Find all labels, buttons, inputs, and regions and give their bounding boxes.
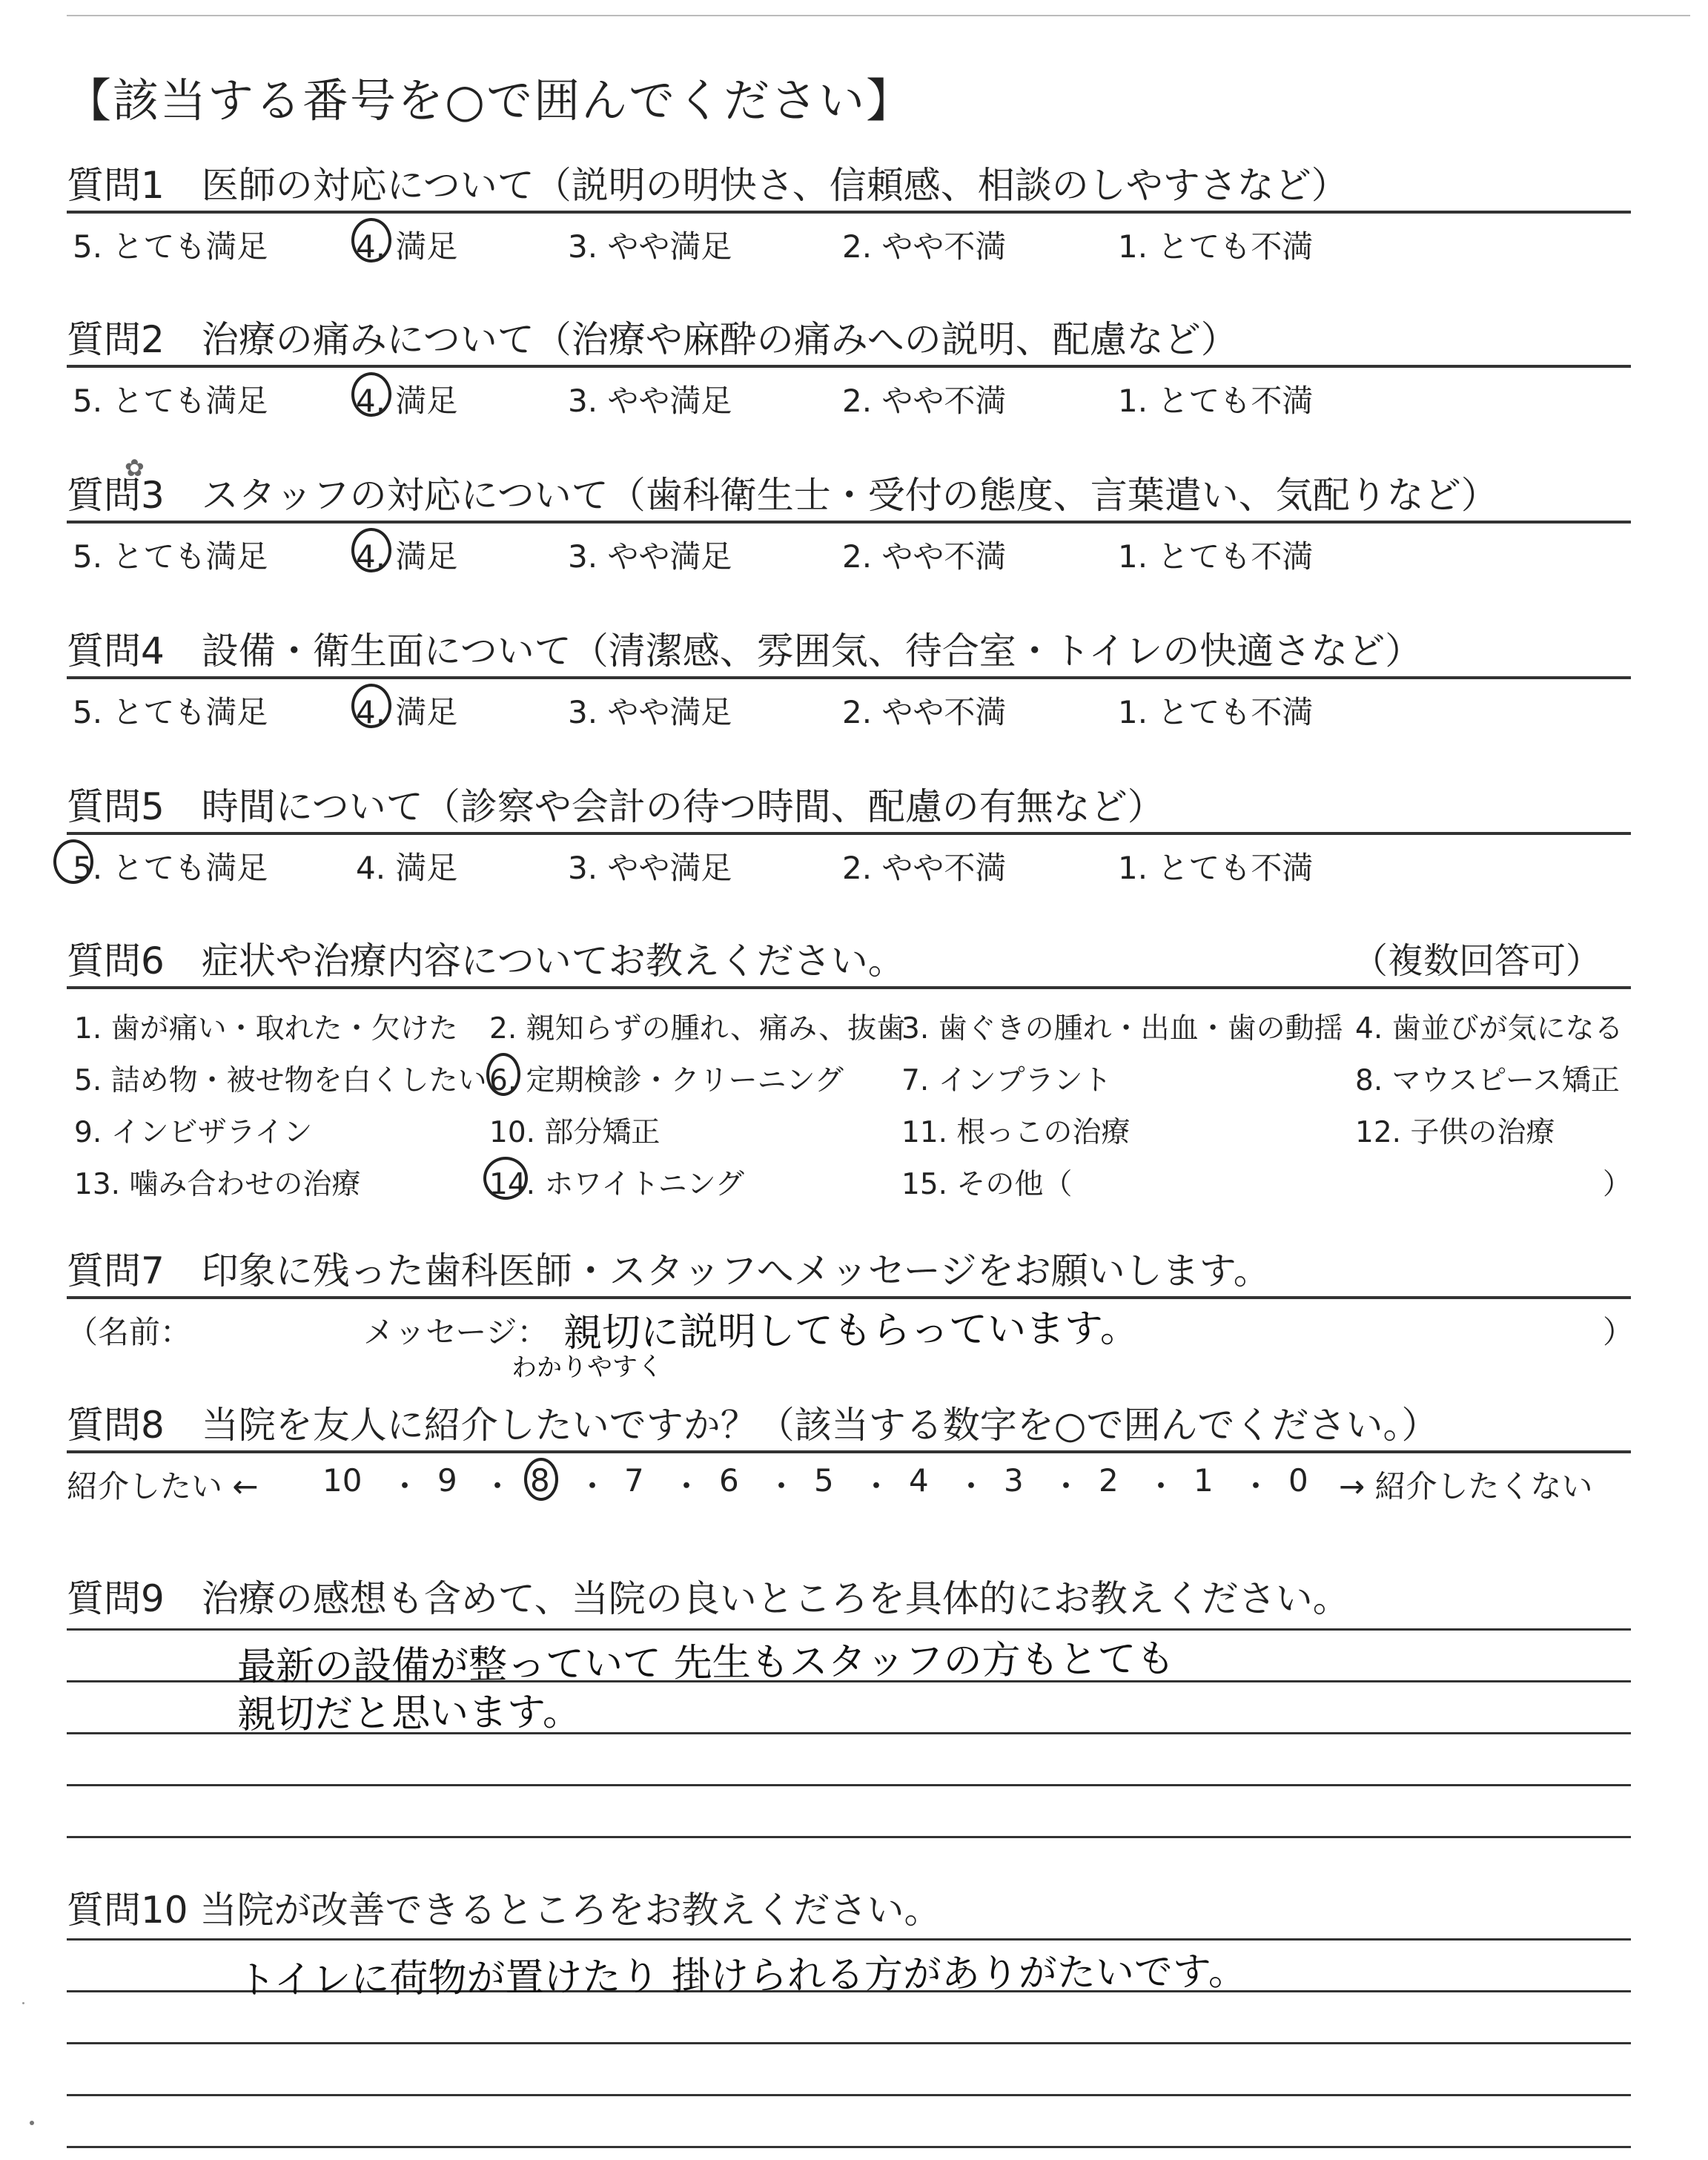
option-1[interactable]: 1. 歯が痛い・取れた・欠けた — [74, 1012, 458, 1046]
option-4[interactable]: 4. 歯並びが気になる — [1355, 1012, 1623, 1046]
message-label: メッセージ： — [363, 1314, 549, 1350]
option-3[interactable]: 3. やや満足 — [568, 850, 732, 886]
scan-speck — [22, 2002, 24, 2004]
scale-sep: ・ — [956, 1468, 987, 1505]
question-9 — [67, 1575, 1631, 1622]
answer-line — [67, 2094, 1631, 2096]
option-15[interactable]: 15. その他（ — [901, 1168, 1073, 1201]
option-3[interactable]: 3. やや満足 — [568, 383, 732, 419]
question-6-title — [67, 937, 1631, 985]
question-7-title: 質問7 印象に残った歯科医師・スタッフへメッセージをお願いします。 — [67, 1249, 1271, 1292]
name-label: （名前： — [67, 1314, 192, 1350]
option-13[interactable]: 13. 噛み合わせの治療 — [74, 1168, 361, 1201]
option-11[interactable]: 11. 根っこの治療 — [901, 1116, 1131, 1149]
question-3 — [67, 472, 1631, 575]
scale-2[interactable]: 2 — [1099, 1462, 1119, 1499]
option-2[interactable]: 2. やや不満 — [842, 383, 1007, 419]
multi-answer-note: （複数回答可） — [1351, 940, 1601, 982]
q10-answer-line-1: トイレに荷物が置けたり 掛けられる方がありがたいです。 — [236, 1949, 1248, 2003]
option-1[interactable]: 1. とても不満 — [1118, 694, 1314, 730]
option-4[interactable]: 4. 満足 — [356, 377, 457, 421]
option-4[interactable]: 4. 満足 — [356, 532, 457, 577]
option-5[interactable]: 5. とても満足 — [73, 694, 268, 730]
scale-sep: ・ — [1050, 1468, 1082, 1505]
scale-sep: ・ — [671, 1468, 703, 1505]
question-1-title: 質問1 医師の対応について（説明の明快さ、信頼感、相談のしやすさなど） — [67, 164, 1348, 207]
q9-answer-line-2: 親切だと思います。 — [236, 1689, 582, 1738]
selection-circle — [351, 218, 391, 262]
question-7-fields — [67, 1299, 1635, 1383]
scale-0[interactable]: 0 — [1288, 1462, 1308, 1499]
option-3[interactable]: 3. 歯ぐきの腫れ・出血・歯の動揺 — [901, 1012, 1343, 1046]
question-4-title: 質問4 設備・衛生面について（清潔感、雰囲気、待合室・トイレの快適さなど） — [67, 630, 1423, 673]
scale-3[interactable]: 3 — [1004, 1462, 1024, 1499]
question-6 — [67, 937, 1631, 1204]
option-4[interactable]: 4. 満足 — [356, 850, 458, 886]
option-2[interactable]: 2. やや不満 — [842, 694, 1007, 730]
option-7[interactable]: 7. インプラント — [901, 1064, 1112, 1097]
question-10 — [67, 1886, 1631, 1934]
question-7 — [67, 1247, 1635, 1383]
question-6-options — [67, 989, 1631, 1204]
message-insert-handwritten: わかりやすく — [511, 1352, 663, 1383]
question-5-title: 質問5 時間について（診察や会計の待つ時間、配慮の有無など） — [67, 785, 1165, 828]
scale-7[interactable]: 7 — [624, 1462, 644, 1499]
answer-line — [67, 2042, 1631, 2044]
scale-sep: ・ — [1145, 1468, 1177, 1505]
referral-scale — [67, 1453, 1631, 1505]
option-10[interactable]: 10. 部分矯正 — [489, 1116, 661, 1149]
question-8-title: 質問8 当院を友人に紹介したいですか？（該当する数字を○で囲んでください。） — [67, 1404, 1439, 1447]
option-5[interactable]: 5. とても満足 — [73, 538, 268, 575]
answer-line — [67, 2146, 1631, 2148]
scale-5[interactable]: 5 — [814, 1462, 834, 1499]
scale-sep: ・ — [1240, 1468, 1272, 1505]
answer-line — [67, 1836, 1631, 1838]
scale-right-label: → 紹介したくない — [1339, 1468, 1593, 1505]
question-3-options — [67, 524, 1631, 575]
message-close-paren: ） — [1603, 1314, 1635, 1350]
option-6[interactable]: 6. 定期検診・クリーニング — [489, 1057, 844, 1099]
question-4-options — [67, 679, 1631, 731]
selection-circle — [483, 1157, 528, 1200]
selection-circle — [53, 839, 93, 884]
top-border — [67, 15, 1690, 16]
question-2-options — [67, 368, 1631, 420]
selection-circle — [351, 684, 391, 728]
question-1 — [67, 162, 1631, 265]
scale-sep: ・ — [577, 1468, 609, 1505]
option-1[interactable]: 1. とても不満 — [1118, 228, 1314, 265]
scale-8[interactable]: 8 — [530, 1462, 550, 1499]
selection-circle — [351, 528, 391, 572]
option-2[interactable]: 2. 親知らずの腫れ、痛み、抜歯 — [489, 1012, 906, 1046]
scale-left-label: 紹介したい ← — [67, 1468, 259, 1505]
option-2[interactable]: 2. やや不満 — [842, 538, 1007, 575]
scale-10[interactable]: 10 — [322, 1462, 363, 1499]
scale-6[interactable]: 6 — [719, 1462, 739, 1499]
question-1-options — [67, 214, 1631, 265]
option-5[interactable]: 5. 詰め物・被せ物を白くしたい — [74, 1064, 487, 1097]
selection-circle — [351, 372, 391, 417]
scale-9[interactable]: 9 — [437, 1462, 457, 1499]
option-14[interactable]: 14. ホワイトニング — [489, 1161, 744, 1203]
scale-4[interactable]: 4 — [909, 1462, 929, 1499]
option-12[interactable]: 12. 子供の治療 — [1355, 1116, 1555, 1149]
option-5[interactable]: 5. とても満足 — [73, 844, 268, 888]
option-2[interactable]: 2. やや不満 — [842, 228, 1007, 265]
option-3[interactable]: 3. やや満足 — [568, 538, 732, 575]
q9-answer-line-1: 最新の設備が整っていて 先生もスタッフの方もとても — [236, 1636, 1175, 1690]
answer-line — [67, 1784, 1631, 1786]
selection-circle — [524, 1458, 558, 1501]
option-15-close: ） — [1603, 1168, 1632, 1201]
option-5[interactable]: 5. とても満足 — [73, 383, 268, 419]
scale-sep: ・ — [482, 1468, 514, 1505]
option-4[interactable]: 4. 満足 — [356, 222, 457, 267]
question-4 — [67, 627, 1631, 731]
question-3-title: 質問3 スタッフの対応について（歯科衛生士・受付の態度、言葉遣い、気配りなど） — [67, 474, 1498, 517]
option-4[interactable]: 4. 満足 — [356, 688, 457, 733]
selection-circle — [486, 1053, 520, 1096]
option-8[interactable]: 8. マウスピース矯正 — [1355, 1064, 1620, 1097]
option-5[interactable]: 5. とても満足 — [73, 228, 268, 265]
scale-sep: ・ — [766, 1468, 798, 1505]
answer-line — [67, 1938, 1631, 1941]
question-9-title: 質問9 治療の感想も含めて、当院の良いところを具体的にお教えください。 — [67, 1577, 1350, 1620]
option-3[interactable]: 3. やや満足 — [568, 228, 732, 265]
scale-sep: ・ — [389, 1468, 421, 1505]
ink-smudge: ✿ — [125, 454, 145, 482]
option-9[interactable]: 9. インビザライン — [74, 1116, 313, 1149]
question-10-title: 質問10 当院が改善できるところをお教えください。 — [67, 1889, 941, 1932]
page-heading: 【該当する番号を○で囲んでください】 — [65, 73, 914, 128]
option-1[interactable]: 1. とても不満 — [1118, 850, 1314, 886]
question-5-options — [67, 835, 1631, 887]
option-1[interactable]: 1. とても不満 — [1118, 383, 1314, 419]
question-2-title: 質問2 治療の痛みについて（治療や麻酔の痛みへの説明、配慮など） — [67, 318, 1238, 361]
question-5 — [67, 783, 1631, 887]
option-1[interactable]: 1. とても不満 — [1118, 538, 1314, 575]
question-8 — [67, 1401, 1631, 1505]
scan-speck — [30, 2121, 34, 2125]
question-6-title-text: 質問6 症状や治療内容についてお教えください。 — [67, 939, 905, 982]
scale-1[interactable]: 1 — [1194, 1462, 1214, 1499]
message-handwritten: 親切に説明してもらっています。 — [563, 1306, 1139, 1356]
scale-sep: ・ — [861, 1468, 893, 1505]
question-2 — [67, 316, 1631, 420]
option-3[interactable]: 3. やや満足 — [568, 694, 732, 730]
option-2[interactable]: 2. やや不満 — [842, 850, 1007, 886]
